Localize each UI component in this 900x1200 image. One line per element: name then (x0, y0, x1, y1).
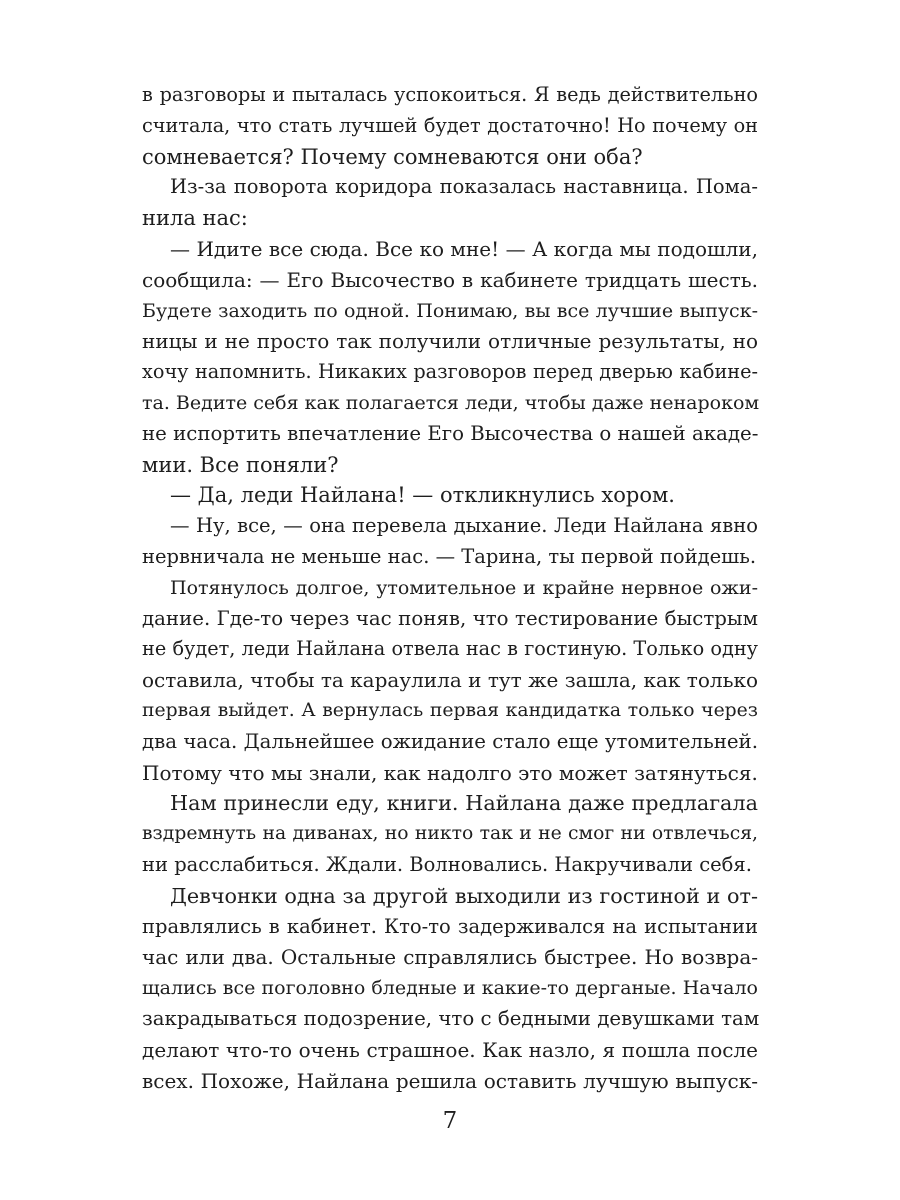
text-line: закрадываться подозрение, что с бедными девушками там (142, 1006, 760, 1030)
text-line: Нам принесли еду, книги. Найлана даже предлагала (170, 791, 758, 816)
text-line: два часа. Дальнейшее ожидание стало еще утомительней. (142, 729, 758, 753)
text-line: — Идите все сюда. Все ко мне! — А когда мы подошли, (170, 236, 758, 261)
text-line: оставила, чтобы та караулила и тут же зашла, как только (142, 668, 758, 693)
text-line: сообщила: — Его Высочество в кабинете тридцать шесть. (142, 267, 758, 292)
text-line: час или два. Остальные справлялись быстрее. Но возвра- (142, 945, 758, 970)
text-line: — Ну, все, — она перевела дыхание. Леди Найлана явно (170, 514, 758, 538)
text-line: Из-за поворота коридора показалась наставница. Пома- (170, 175, 758, 199)
text-line: в разговоры и пыталась успокоиться. Я ведь действительно (142, 83, 758, 106)
text-line: считала, что стать лучшей будет достаточно! Но почему он (142, 113, 758, 137)
body-text (142, 80, 758, 1096)
text-line: всех. Похоже, Найлана решила оставить лучшую выпуск- (142, 1068, 758, 1093)
text-line: вздремнуть на диванах, но никто так и не смог ни отвлечься, (142, 823, 758, 845)
text-line: Девчонки одна за другой выходили из гостиной и от- (170, 883, 758, 908)
text-line: Потянулось долгое, утомительное и крайне нервное ожи- (170, 576, 758, 599)
text-line: та. Ведите себя как полагается леди, чтобы даже ненароком (142, 391, 760, 414)
page-number: 7 (442, 1108, 458, 1134)
text-line: хочу напомнить. Никаких разговоров перед дверью кабине- (142, 360, 758, 384)
text-line: нервничала не меньше нас. — Тарина, ты первой пойдешь. (142, 544, 757, 568)
text-line: первая выйдет. А вернулась первая кандидатка только через (142, 699, 758, 721)
text-line: делают что-то очень страшное. Как назло, я пошла после (142, 1037, 758, 1062)
text-line: правлялись в кабинет. Кто-то задерживался на испытании (142, 914, 758, 938)
text-line: Будете заходить по одной. Понимаю, вы все лучшие выпуск- (142, 299, 758, 322)
text-line: — Да, леди Найлана! — откликнулись хором. (170, 483, 675, 508)
text-line: ницы и не просто так получили отличные результаты, но (142, 329, 758, 354)
text-line: сомневается? Почему сомневаются они оба? (142, 144, 643, 169)
text-line: ни расслабиться. Ждали. Волновались. Накручивали себя. (142, 852, 752, 876)
text-line: мии. Все поняли? (142, 452, 339, 477)
text-line: не будет, леди Найлана отвела нас в гостиную. Только одну (142, 637, 758, 661)
text-line: нила нас: (142, 206, 248, 231)
text-line: Потому что мы знали, как надолго это может затянуться. (142, 760, 758, 785)
text-line: не испортить впечатление Его Высочества о нашей акаде- (142, 421, 759, 445)
text-line: щались все поголовно бледные и какие-то дерганые. Начало (142, 977, 758, 1000)
text-line: дание. Где-то через час поняв, что тестирование быстрым (142, 606, 758, 630)
